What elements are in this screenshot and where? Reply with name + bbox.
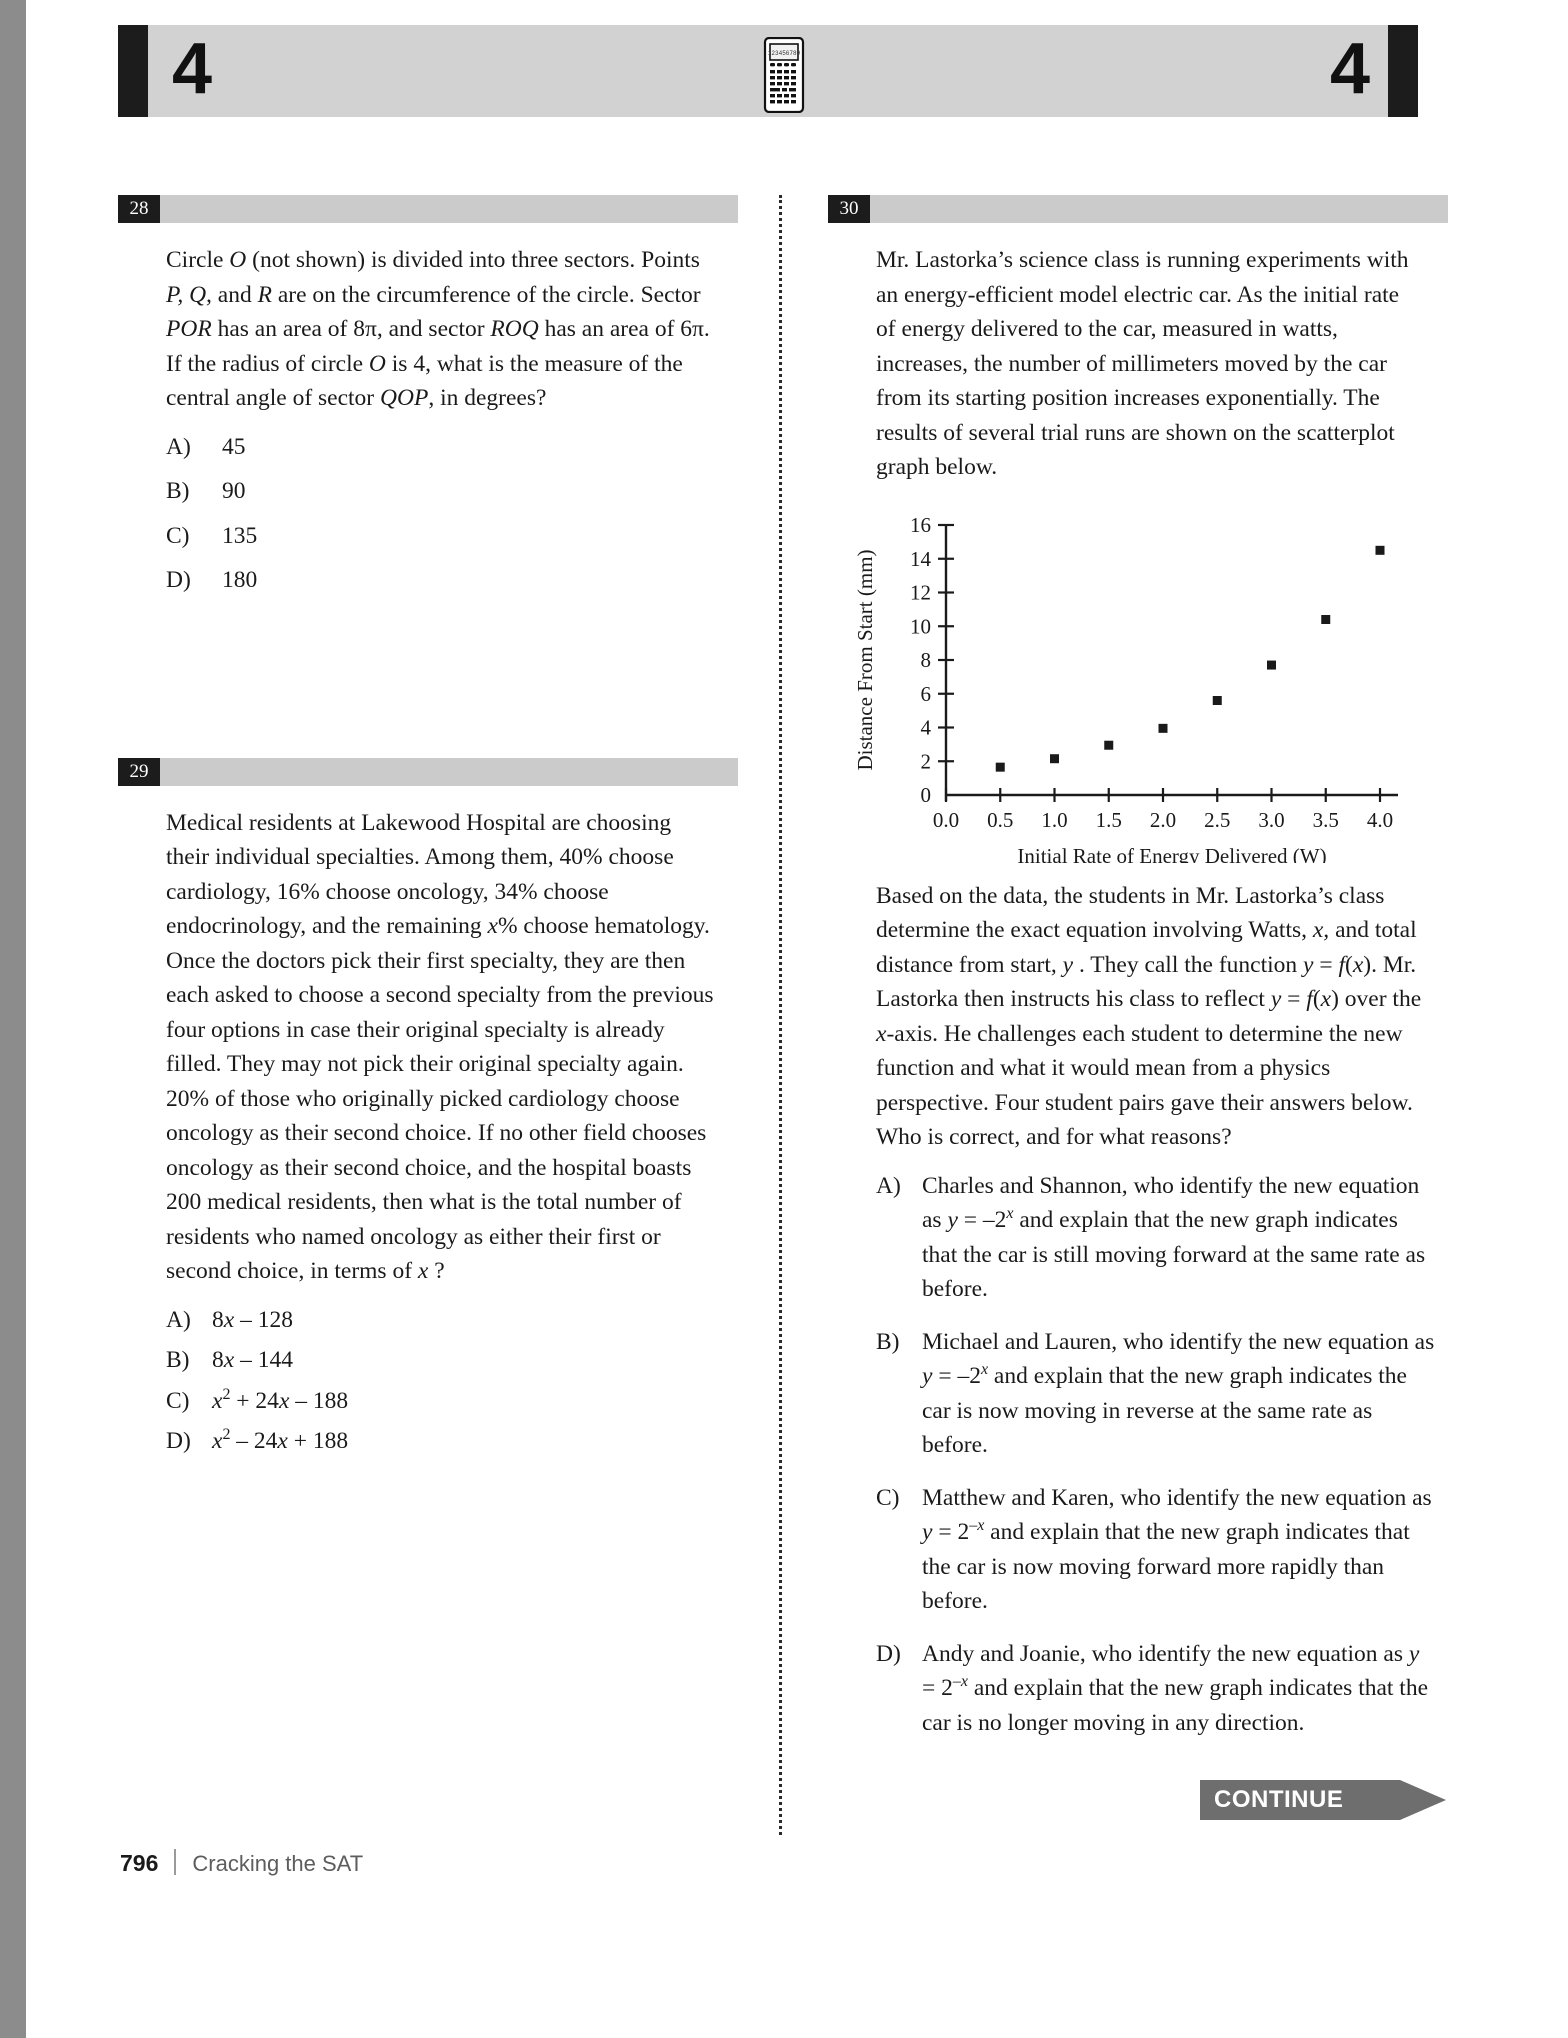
choice-b-text: 8x – 144 (212, 1347, 293, 1373)
y-axis-tick-label: 6 (920, 681, 931, 706)
choice-d-text: $x^2 - 24x + 188$ (212, 1426, 349, 1454)
header-bar-left (118, 25, 148, 117)
x-axis-label: Initial Rate of Energy Delivered (W) (1017, 843, 1327, 863)
x-axis-tick-label: 1.5 (1095, 807, 1122, 832)
question-29 (118, 758, 738, 1459)
svg-text:123456789: 123456789 (767, 50, 801, 57)
choice-a[interactable] (166, 1303, 726, 1338)
y-axis-tick-label: 0 (920, 782, 931, 807)
question-28 (118, 195, 738, 598)
question-28-body: Circle O (not shown) is divided into three sectors. Points P, Q, and R are on the circumference of the circle. Sector POR has an area of 8π, and sector ROQ has an area of 6π. If the radius of circle O is 4, what is the measure of the central angle of sector QOP, in degrees? (166, 247, 710, 411)
choice-d[interactable] (166, 563, 726, 598)
page-footer (120, 1845, 363, 1877)
choice-c[interactable] (166, 1384, 726, 1419)
choice-c-text: $x^2 + 24x - 188$ (212, 1385, 349, 1414)
calculator-icon (762, 37, 806, 113)
choice-d[interactable] (876, 1637, 1436, 1741)
question-30-header (828, 195, 1448, 223)
question-29-header (118, 758, 738, 786)
choice-b-letter: B) (166, 478, 190, 504)
choice-a-letter: A) (166, 1306, 191, 1333)
question-28-choices (166, 430, 726, 598)
question-28-number: 28 (118, 195, 160, 223)
section-number-right: 4 (1330, 29, 1371, 109)
choice-a-letter: A) (876, 1172, 901, 1199)
y-axis-tick-label: 16 (910, 512, 931, 537)
choice-c-letter: C) (166, 1387, 190, 1414)
page-number: 796 (120, 1850, 159, 1876)
choice-b[interactable] (166, 474, 726, 509)
x-axis-tick-label: 1.0 (1041, 807, 1068, 832)
footer-divider (174, 1849, 176, 1875)
header-bar-right (1388, 25, 1418, 117)
question-28-header (118, 195, 738, 223)
x-axis-tick-label: 2.5 (1204, 807, 1231, 832)
choice-b-letter: B) (876, 1328, 900, 1355)
choice-a[interactable] (166, 430, 726, 465)
question-30 (828, 195, 1448, 1740)
page-left-edge (0, 0, 26, 2038)
choice-a-text: Charles and Shannon, who identify the new equation as $y = -2^x$ and explain that the new graph indicates that the car is still moving forward at the same rate as before. (922, 1172, 1426, 1302)
choice-b[interactable] (166, 1343, 726, 1378)
choice-b-text: 90 (222, 478, 246, 504)
choice-a-text: 45 (222, 433, 246, 460)
choice-d-letter: D) (166, 567, 191, 593)
y-axis-tick-label: 12 (910, 580, 931, 604)
choice-c[interactable] (166, 519, 726, 554)
choice-d-text: Andy and Joanie, who identify the new equation as $y = 2^{-x}$ and explain that the new graph indicates that the car is no longer moving in any direction. (922, 1640, 1429, 1736)
choice-c[interactable] (876, 1481, 1436, 1619)
question-30-body: Mr. Lastorka’s science class is running experiments with an energy-efficient model electric car. As the initial rate of energy delivered to the car, measured in watts, increases, the number of millimeters moved by the car from its starting position increases exponentially. The results of several trial runs are shown on the scatterplot graph below. (876, 247, 1409, 480)
y-axis-tick-label: 14 (910, 546, 931, 571)
choice-c-letter: C) (166, 522, 190, 549)
book-title: Cracking the SAT (192, 1851, 364, 1876)
question-30-choices (876, 1169, 1436, 1741)
section-number-left: 4 (172, 29, 213, 109)
choice-b-letter: B) (166, 1347, 190, 1373)
column-divider (779, 195, 785, 1835)
data-point (1321, 615, 1330, 624)
scatterplot-svg (838, 503, 1438, 863)
choice-a-letter: A) (166, 433, 191, 460)
choice-a[interactable] (876, 1169, 1436, 1307)
y-axis-label: Distance From Start (mm) (853, 548, 877, 771)
y-axis-tick-label: 10 (910, 613, 931, 638)
scatterplot-chart (838, 503, 1438, 863)
right-column (828, 195, 1448, 1758)
y-axis-tick-label: 2 (920, 748, 931, 773)
choice-c-letter: C) (876, 1484, 900, 1511)
choice-d-letter: D) (876, 1640, 901, 1667)
continue-label: CONTINUE (1214, 1786, 1344, 1813)
choice-b[interactable] (876, 1325, 1436, 1463)
x-axis-tick-label: 3.0 (1258, 807, 1285, 832)
question-29-choices (166, 1303, 726, 1459)
data-point (996, 762, 1005, 771)
choice-c-text: Matthew and Karen, who identify the new equation as $y = 2^{-x}$ and explain that the new graph indicates that the car is now moving forward more rapidly than before. (922, 1484, 1432, 1614)
y-axis-tick-label: 4 (920, 715, 931, 739)
data-point (1159, 723, 1168, 732)
choice-c-text: 135 (222, 522, 258, 549)
choice-d[interactable] (166, 1424, 726, 1459)
data-point (1050, 754, 1059, 763)
continue-arrow-icon (1400, 1780, 1446, 1820)
x-axis-tick-label: 0.0 (932, 807, 960, 832)
x-axis-tick-label: 2.0 (1149, 807, 1177, 832)
choice-a-text: 8x – 128 (212, 1306, 293, 1333)
choice-b-text: Michael and Lauren, who identify the new equation as $y = -2^x$ and explain that the new graph indicates the car is now moving in reverse at the same rate as before. (922, 1328, 1435, 1458)
left-column (118, 195, 738, 1465)
question-29-number: 29 (118, 758, 160, 786)
question-30-body-2: Based on the data, the students in Mr. Lastorka’s class determine the exact equation involving Watts, x, and total distance from start, y . They call the function y = f(x). Mr. Lastorka then instructs his class to reflect y = f(x) over the x-axis. He challenges each student to determine the new function and what it would mean from a physics perspective. Four student pairs gave their answers below. Who is correct, and for what reasons? (876, 882, 1422, 1150)
x-axis-tick-label: 3.5 (1312, 807, 1339, 832)
x-axis-tick-label: 4.0 (1366, 807, 1394, 832)
question-30-number: 30 (828, 195, 870, 223)
continue-banner[interactable] (1200, 1780, 1448, 1820)
data-point (1267, 660, 1276, 669)
data-point (1376, 545, 1385, 554)
data-point (1104, 740, 1113, 749)
question-29-body: Medical residents at Lakewood Hospital are choosing their individual specialties. Among them, 40% choose cardiology, 16% choose oncology, 34% choose endocrinology, and the remaining x% choose hematology. Once the doctors pick their first specialty, they are then each asked to choose a second specialty from the previous four options in case their original specialty is already filled. They may not pick their original specialty again. 20% of those who originally picked cardiology choose oncology as their second choice. If no other field chooses oncology as their second choice, and the hospital boasts 200 medical residents, then what is the total number of residents who named oncology as either their first or second choice, in terms of x ? (166, 809, 714, 1284)
choice-d-text: 180 (222, 567, 258, 593)
x-axis-tick-label: 0.5 (987, 807, 1014, 832)
choice-d-letter: D) (166, 1428, 191, 1454)
data-point (1213, 696, 1222, 705)
y-axis-tick-label: 8 (920, 647, 931, 672)
